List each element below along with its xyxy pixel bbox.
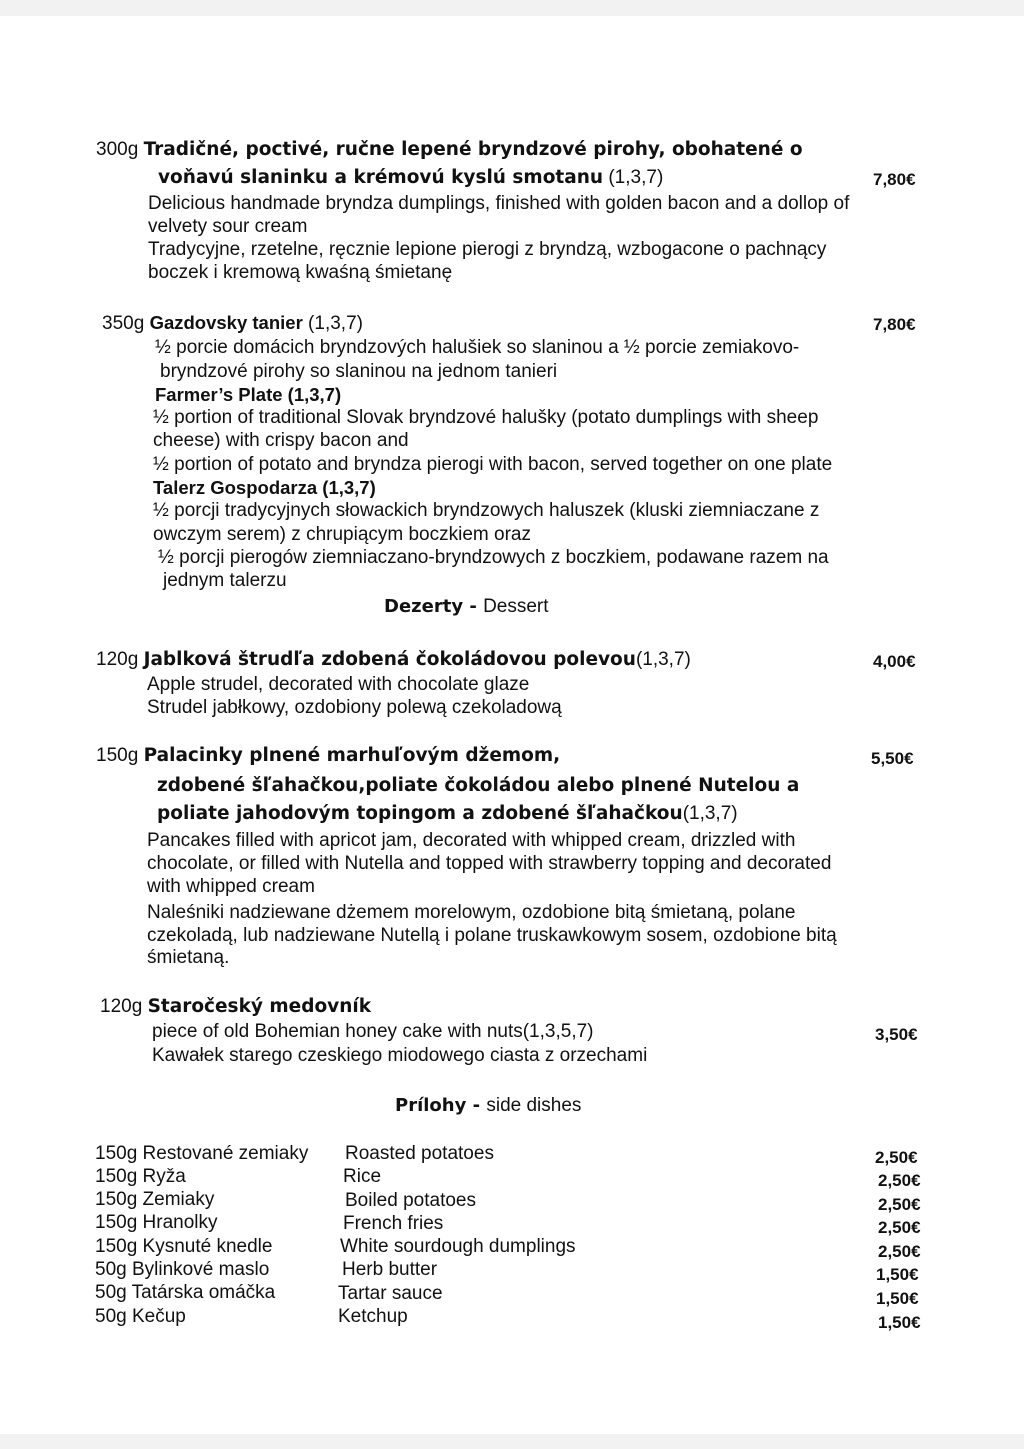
item-desc-pl: śmietaną. xyxy=(147,947,230,968)
item-price: 7,80€ xyxy=(873,315,916,334)
section-sep: - xyxy=(463,596,484,617)
side-name: 150g Hranolky xyxy=(95,1212,218,1233)
item-desc-pl: czekoladą, lub nadziewane Nutellą i polane truskawkowym sosem, ozdobione bitą xyxy=(147,925,837,946)
item-name: Gazdovsky tanier xyxy=(149,312,303,333)
side-name: 50g Tatárska omáčka xyxy=(95,1282,276,1303)
side-name: 150g Restované zemiaky xyxy=(95,1143,309,1164)
section-subtitle: Dessert xyxy=(483,596,549,617)
side-name: 150g Kysnuté knedle xyxy=(95,1236,273,1257)
item-allergens: (1,3,7) xyxy=(608,167,664,188)
item-price: 3,50€ xyxy=(875,1025,918,1044)
side-price: 2,50€ xyxy=(878,1242,921,1261)
item-allergens: (1,3,7) xyxy=(308,313,363,334)
side-name-en: Boiled potatoes xyxy=(345,1190,476,1211)
menu-item-pirohy xyxy=(96,138,803,161)
item-price: 5,50€ xyxy=(871,749,914,768)
section-subtitle: side dishes xyxy=(486,1095,582,1116)
item-desc-pl: Tradycyjne, rzetelne, ręcznie lepione pierogi z bryndzą, wzbogacone o pachnący xyxy=(148,239,827,260)
item-desc-pl: Strudel jabłkowy, ozdobiony polewą czekoladową xyxy=(147,697,562,718)
item-desc-en: cheese) with crispy bacon and xyxy=(153,430,409,451)
item-desc-en: piece of old Bohemian honey cake with nuts(1,3,5,7) xyxy=(152,1021,594,1042)
item-allergens: (1,3,7) xyxy=(682,803,738,824)
side-price: 1,50€ xyxy=(878,1313,921,1332)
item-weight: 300g xyxy=(96,139,139,160)
side-name: 150g Ryža xyxy=(95,1166,186,1187)
side-name-en: French fries xyxy=(343,1213,444,1234)
menu-page xyxy=(0,16,1024,1434)
item-weight: 150g xyxy=(96,745,139,766)
item-desc-pl: Naleśniki nadziewane dżemem morelowym, ozdobione bitą śmietaną, polane xyxy=(147,902,796,923)
item-name: Staročeský medovník xyxy=(147,996,372,1017)
side-name-en: White sourdough dumplings xyxy=(340,1236,576,1257)
item-name-line2 xyxy=(158,166,663,189)
menu-item-medovnik xyxy=(100,995,371,1018)
section-title: Dezerty xyxy=(384,596,464,617)
item-desc-sk: bryndzové pirohy so slaninou na jednom tanieri xyxy=(160,361,558,382)
item-subtitle-pl: Talerz Gospodarza (1,3,7) xyxy=(153,477,376,498)
side-price: 2,50€ xyxy=(878,1195,921,1214)
item-desc-en: Apple strudel, decorated with chocolate glaze xyxy=(147,674,530,695)
item-name-line3 xyxy=(157,802,738,825)
section-sep: - xyxy=(466,1095,487,1116)
item-name: Tradičné, poctivé, ručne lepené bryndzové pirohy, obohatené o xyxy=(143,139,803,160)
item-weight: 350g xyxy=(102,313,145,334)
menu-item-strudel xyxy=(96,648,691,671)
item-weight: 120g xyxy=(100,996,143,1017)
side-name-en: Ketchup xyxy=(338,1306,408,1327)
item-desc-en: ½ portion of traditional Slovak bryndzové halušky (potato dumplings with sheep xyxy=(153,407,819,428)
section-heading-prilohy xyxy=(395,1094,581,1117)
side-price: 1,50€ xyxy=(876,1265,919,1284)
item-desc-pl: jednym talerzu xyxy=(163,570,287,591)
item-name-cont: zdobené šľahačkou,poliate čokoládou alebo plnené Nutelou a xyxy=(157,775,800,796)
side-name: 50g Kečup xyxy=(95,1306,186,1327)
item-price: 7,80€ xyxy=(873,170,916,189)
item-desc-en: Delicious handmade bryndza dumplings, finished with golden bacon and a dollop of xyxy=(148,193,850,214)
side-name-en: Rice xyxy=(343,1166,382,1187)
item-weight: 120g xyxy=(96,649,139,670)
item-desc-en: with whipped cream xyxy=(147,876,315,897)
menu-item-gazdovsky xyxy=(102,311,363,335)
item-desc-en: Pancakes filled with apricot jam, decorated with whipped cream, drizzled with xyxy=(147,830,796,851)
side-name: 50g Bylinkové maslo xyxy=(95,1259,270,1280)
side-price: 2,50€ xyxy=(878,1171,921,1190)
section-title: Prílohy xyxy=(395,1095,467,1116)
item-desc-en: ½ portion of potato and bryndza pierogi with bacon, served together on one plate xyxy=(153,454,833,475)
item-name-cont: poliate jahodovým topingom a zdobené šľahačkou xyxy=(157,803,683,824)
item-desc-pl: owczym serem) z chrupiącym boczkiem oraz xyxy=(153,524,531,545)
item-desc-pl: boczek i kremową kwaśną śmietanę xyxy=(148,262,453,283)
item-desc-pl: Kawałek starego czeskiego miodowego ciasta z orzechami xyxy=(152,1045,648,1066)
side-name-en: Tartar sauce xyxy=(338,1283,443,1304)
section-heading-dezerty xyxy=(384,595,549,618)
side-price: 2,50€ xyxy=(875,1148,918,1167)
item-price: 4,00€ xyxy=(873,652,916,671)
item-desc-sk: ½ porcie domácich bryndzových halušiek so slaninou a ½ porcie zemiakovo- xyxy=(155,337,800,358)
side-name-en: Herb butter xyxy=(342,1259,438,1280)
side-name-en: Roasted potatoes xyxy=(345,1143,494,1164)
item-name: Jablková štrudľa zdobená čokoládovou polevou xyxy=(143,649,636,670)
item-desc-pl: ½ porcji pierogów ziemniaczano-bryndzowych z boczkiem, podawane razem na xyxy=(158,547,829,568)
item-allergens: (1,3,7) xyxy=(635,649,691,670)
side-price: 2,50€ xyxy=(878,1218,921,1237)
item-desc-en: chocolate, or filled with Nutella and topped with strawberry topping and decorated xyxy=(147,853,832,874)
menu-item-palacinky xyxy=(96,744,560,767)
item-name: Palacinky plnené marhuľovým džemom, xyxy=(143,745,561,766)
item-name-cont: voňavú slaninku a krémovú kyslú smotanu xyxy=(158,167,604,188)
item-desc-en: velvety sour cream xyxy=(148,216,308,237)
item-subtitle-en: Farmer’s Plate (1,3,7) xyxy=(155,384,342,405)
side-price: 1,50€ xyxy=(876,1289,919,1308)
item-desc-pl: ½ porcji tradycyjnych słowackich bryndzowych haluszek (kluski ziemniaczane z xyxy=(153,500,820,521)
side-name: 150g Zemiaky xyxy=(95,1189,215,1210)
